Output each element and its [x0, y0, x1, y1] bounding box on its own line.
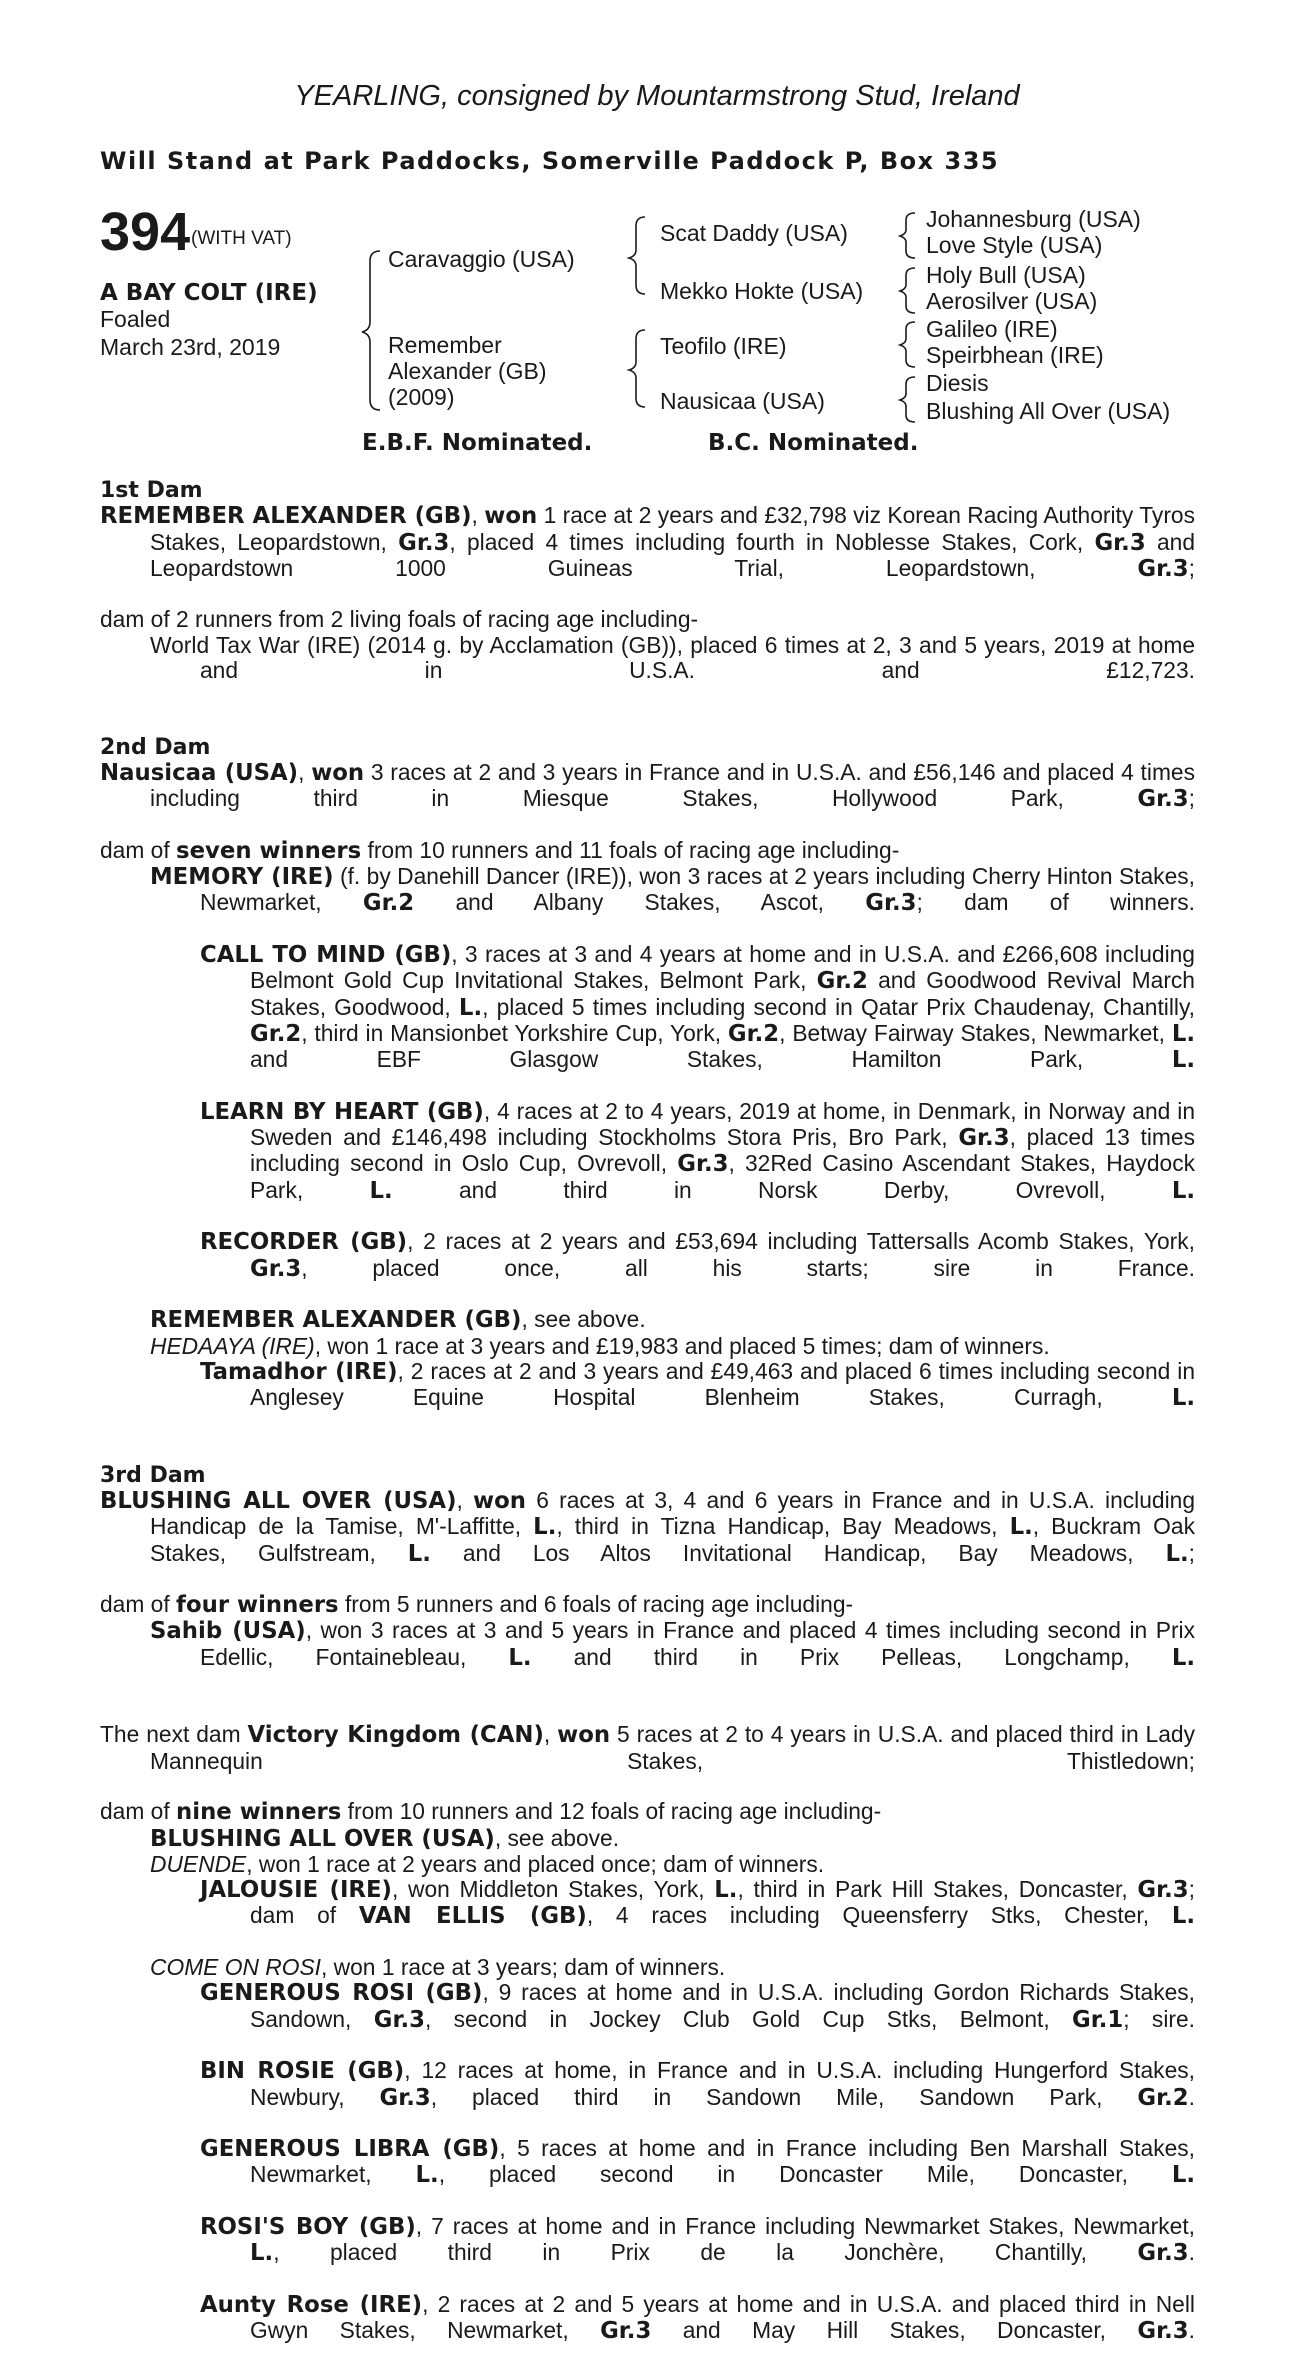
text-run: L. — [458, 994, 483, 1021]
text-run: Gr.2 — [250, 1020, 302, 1047]
bracket-g12 — [900, 213, 915, 258]
text-run: Gr.3 — [379, 2084, 431, 2111]
bracket-g34 — [900, 268, 915, 313]
text-run: Victory Kingdom (CAN) — [247, 1722, 544, 1749]
text-run: from 10 runners and 12 foals of racing age including- — [341, 1798, 882, 1825]
first-dam-produce-summary — [100, 607, 1195, 632]
produce-entry-recorder — [100, 1229, 1195, 1307]
text-run: nine winners — [176, 1799, 342, 1826]
text-run: , 4 races including Queensferry Stks, Chester, — [586, 1902, 1172, 1929]
text-run: four winners — [176, 1592, 339, 1619]
text-run: dam of — [100, 836, 177, 863]
produce-entry-call-to-mind — [100, 942, 1195, 1099]
text-run: L. — [369, 1177, 393, 1204]
text-run: , placed 4 times including fourth in Noblesse Stakes, Cork, — [449, 528, 1095, 555]
bracket-g78 — [900, 377, 915, 422]
first-dam-foal-entry — [100, 633, 1195, 709]
text-run: from 5 runners and 6 foals of racing age including- — [338, 1591, 854, 1618]
text-run: from 10 runners and 11 foals of racing age including- — [361, 836, 900, 863]
produce-entry-remember-alexander — [100, 1307, 1195, 1333]
text-run: , — [456, 1486, 474, 1513]
text-run: , third in Tizna Handicap, Bay Meadows, — [556, 1513, 1010, 1540]
text-run: COME ON ROSI — [150, 1954, 321, 1981]
text-run: ; dam of winners. — [916, 889, 1195, 916]
text-run: JALOUSIE (IRE) — [200, 1877, 392, 1904]
text-run: L. — [1171, 1177, 1196, 1204]
pedigree-sire: Caravaggio (USA) — [388, 246, 575, 272]
text-run: DUENDE — [150, 1850, 247, 1877]
pedigree-dam-line1: Remember — [388, 332, 502, 358]
pedigree-g2: Love Style (USA) — [926, 232, 1103, 258]
text-run: . — [1188, 2239, 1195, 2266]
text-run: L. — [1171, 1385, 1195, 1412]
pedigree-dam-line2: Alexander (GB) — [388, 358, 547, 384]
text-run: ROSI'S BOY (GB) — [200, 2214, 416, 2240]
text-run: World Tax War (IRE) (2014 g. by Acclamation (GB)), placed 6 times at 2, 3 and 5 years, 2019 at home and in U.S.A. and £12,723. — [150, 631, 1195, 684]
text-run: Gr.2 — [362, 890, 415, 917]
pedigree-sire-sire: Scat Daddy (USA) — [660, 220, 848, 246]
pedigree-dam-line3: (2009) — [388, 384, 455, 410]
text-run: L. — [714, 1877, 738, 1904]
text-run: BLUSHING ALL OVER (USA) — [100, 1487, 457, 1514]
text-run: Gr.2 — [1137, 2084, 1189, 2111]
text-run: GENEROUS LIBRA (GB) — [200, 2136, 500, 2163]
text-run: . — [1188, 2083, 1195, 2110]
produce-entry-jalousie — [100, 1877, 1195, 1955]
text-run: Gr.3 — [1137, 786, 1189, 813]
page-title: YEARLING, consigned by Mountarmstrong Stud, Ireland — [294, 80, 1020, 112]
text-run: MEMORY (IRE) — [150, 864, 334, 891]
pedigree-g7: Diesis — [926, 370, 989, 396]
produce-entry-generous-rosi — [100, 1980, 1195, 2058]
text-run: and Leopardstown 1000 Guineas Trial, Leopardstown, — [150, 528, 1196, 581]
text-run: 1 race at 2 years and £32,798 viz Korean Racing Authority Tyros Stakes, Leopardstown, — [150, 502, 1195, 555]
text-run: L. — [407, 1540, 431, 1567]
text-run: Gr.3 — [1137, 555, 1189, 582]
text-run: 3 races at 2 and 3 years in France and in U.S.A. and £56,146 and placed 4 times including third in Miesque Stakes, Hollywood Park, — [150, 758, 1196, 812]
text-run: , 4 races at 2 to 4 years, 2019 at home, in Denmark, in Norway and in Sweden and £146,498 including Stockholms Stora Pris, Bro Park, — [250, 1097, 1195, 1151]
text-run: , 12 races at home, in France and in U.S.A. including Hungerford Stakes, Newbury, — [250, 2057, 1195, 2110]
text-run: and May Hill Stakes, Doncaster, — [651, 2317, 1138, 2344]
text-run: , — [298, 758, 312, 785]
pedigree-sire-dam: Mekko Hokte (USA) — [660, 278, 864, 304]
pedigree-g8: Blushing All Over (USA) — [926, 398, 1171, 424]
first-dam-record — [100, 503, 1195, 607]
text-run: and Albany Stakes, Ascot, — [414, 889, 866, 916]
text-run: GENEROUS ROSI (GB) — [200, 1980, 483, 2007]
text-run: L. — [1009, 1514, 1033, 1541]
text-run: L. — [1171, 1644, 1195, 1671]
text-run: ; — [1188, 1539, 1195, 1566]
produce-entry-sahib — [100, 1618, 1195, 1696]
pedigree-dam-sire: Teofilo (IRE) — [660, 333, 787, 359]
section-heading-3rd-dam: 3rd Dam — [100, 1462, 206, 1488]
bracket-main — [362, 251, 380, 410]
bracket-dam — [629, 330, 645, 407]
produce-entry-come-on-rosi — [100, 1955, 1195, 1980]
text-run: 5 races at 2 to 4 years in U.S.A. and placed third in Lady Mannequin Stakes, Thistledown; — [150, 1721, 1195, 1774]
text-run: , won 1 race at 3 years and £19,983 and placed 5 times; dam of winners. — [314, 1332, 1050, 1359]
text-run: and Los Altos Invitational Handicap, Bay Meadows, — [430, 1539, 1166, 1566]
text-run: , Buckram Oak Stakes, Gulfstream, — [150, 1513, 1195, 1566]
text-run: won — [557, 1722, 611, 1749]
text-run: ; dam of — [250, 1876, 1195, 1929]
text-run: Aunty Rose (IRE) — [200, 2291, 423, 2318]
next-dam-produce-summary — [100, 1799, 1195, 1825]
text-run: , won Middleton Stakes, York, — [391, 1876, 715, 1903]
text-run: ; — [1188, 785, 1195, 812]
text-run: ; sire. — [1123, 2005, 1195, 2032]
text-run: RECORDER (GB) — [200, 1229, 408, 1256]
text-run: Gr.3 — [1094, 529, 1146, 556]
text-run: won — [484, 503, 538, 530]
text-run: won — [473, 1487, 526, 1514]
produce-entry-hedaaya — [100, 1334, 1195, 1359]
text-run: L. — [1171, 1020, 1195, 1047]
produce-entry-aunty-rose — [100, 2292, 1195, 2370]
text-run: dam of 2 runners from 2 living foals of racing age including- — [100, 606, 699, 633]
text-run: , 2 races at 2 years and £53,694 including Tattersalls Acomb Stakes, York, — [407, 1228, 1195, 1255]
text-run: , 2 races at 2 and 3 years and £49,463 and placed 6 times including second in Anglesey Equine Hospital Blenheim Stakes, Curragh, — [250, 1357, 1195, 1411]
foaled-date: March 23rd, 2019 — [100, 334, 281, 360]
third-dam-record — [100, 1488, 1195, 1592]
vat-note: (WITH VAT) — [191, 228, 292, 249]
pedigree-g4: Aerosilver (USA) — [926, 288, 1098, 314]
text-run: REMEMBER ALEXANDER (GB) — [150, 1307, 522, 1334]
text-run: won — [311, 759, 365, 786]
text-run: , second in Jockey Club Gold Cup Stks, Belmont, — [424, 2005, 1073, 2032]
text-run: , placed third in Prix de la Jonchère, Chantilly, — [273, 2239, 1138, 2266]
text-run: , 2 races at 2 and 5 years at home and in U.S.A. and placed third in Nell Gwyn Stakes, Newmarket, — [250, 2290, 1195, 2344]
text-run: , Betway Fairway Stakes, Newmarket, — [779, 1019, 1172, 1046]
second-dam-record — [100, 760, 1195, 838]
text-run: Gr.3 — [373, 2006, 425, 2033]
produce-record — [100, 478, 1195, 2370]
text-run: L. — [1165, 1540, 1189, 1567]
text-run: Gr.3 — [865, 890, 917, 917]
text-run: (f. by Danehill Dancer (IRE)), won 3 races at 2 years including Cherry Hinton Stakes, Newmarket, — [200, 863, 1195, 916]
text-run: Gr.3 — [398, 529, 450, 556]
pedigree-dam-dam: Nausicaa (USA) — [660, 388, 825, 414]
text-run: L. — [533, 1514, 557, 1541]
text-run: L. — [1171, 2162, 1195, 2189]
text-run: L. — [415, 2162, 439, 2189]
text-run: 6 races at 3, 4 and 6 years in France and in U.S.A. including Handicap de la Tamise, M'-Laffitte, — [150, 1486, 1196, 1540]
text-run: Sahib (USA) — [150, 1618, 306, 1645]
produce-entry-blushing-all-over — [100, 1826, 1195, 1852]
text-run: L. — [508, 1644, 532, 1671]
text-run: , see above. — [521, 1306, 646, 1333]
produce-entry-duende — [100, 1852, 1195, 1877]
text-run: Gr.3 — [958, 1125, 1010, 1152]
text-run: , placed second in Doncaster Mile, Doncaster, — [438, 2161, 1172, 2188]
text-run: L. — [1171, 1903, 1195, 1930]
text-run: and Goodwood Revival March Stakes, Goodwood, — [250, 967, 1195, 1020]
text-run: CALL TO MIND (GB) — [200, 942, 452, 969]
produce-entry-memory — [100, 864, 1195, 942]
text-run: , 3 races at 3 and 4 years at home and in U.S.A. and £266,608 including Belmont Gold Cup Invitational Stakes, Belmont Park, — [250, 941, 1195, 994]
text-run: VAN ELLIS (GB) — [358, 1903, 587, 1930]
text-run: REMEMBER ALEXANDER (GB) — [100, 503, 472, 530]
text-run: Gr.2 — [727, 1020, 780, 1047]
text-run: Gr.3 — [1137, 1877, 1189, 1904]
text-run: , 9 races at home and in U.S.A. including Gordon Richards Stakes, Sandown, — [250, 1979, 1196, 2032]
produce-entry-learn-by-heart — [100, 1099, 1195, 1229]
text-run: Gr.3 — [250, 1255, 302, 1282]
text-run: , won 3 races at 3 and 5 years in France and placed 4 times including second in Prix Edellic, Fontainebleau, — [200, 1617, 1195, 1670]
text-run: . — [1188, 2317, 1195, 2344]
text-run: , placed 13 times including second in Oslo Cup, Ovrevoll, — [250, 1124, 1195, 1177]
text-run: HEDAAYA (IRE) — [150, 1332, 315, 1359]
text-run: seven winners — [176, 837, 362, 864]
bc-nomination: B.C. Nominated. — [708, 430, 919, 456]
text-run: LEARN BY HEART (GB) — [200, 1098, 484, 1125]
pedigree-g6: Speirbhean (IRE) — [926, 342, 1104, 368]
stand-location: Will Stand at Park Paddocks, Somerville Paddock P, Box 335 — [100, 147, 1000, 175]
text-run: , placed once, all his starts; sire in France. — [301, 1254, 1195, 1281]
text-run: , 7 races at home and in France including Newmarket Stakes, Newmarket, — [415, 2213, 1196, 2239]
produce-entry-rosis-boy — [100, 2214, 1195, 2292]
text-run: Gr.3 — [677, 1151, 729, 1178]
pedigree-g1: Johannesburg (USA) — [926, 206, 1141, 232]
text-run: Gr.3 — [600, 2318, 652, 2345]
text-run: ; — [1188, 554, 1195, 581]
text-run: dam of — [100, 1591, 177, 1618]
text-run: BLUSHING ALL OVER (USA) — [150, 1825, 495, 1852]
lot-number: 394 — [100, 202, 191, 262]
text-run: , third in Park Hill Stakes, Doncaster, — [737, 1876, 1138, 1903]
bracket-g56 — [900, 322, 915, 367]
second-dam-produce-summary — [100, 838, 1195, 864]
text-run: , third in Mansionbet Yorkshire Cup, York, — [301, 1019, 728, 1046]
pedigree-g5: Galileo (IRE) — [926, 316, 1058, 342]
text-run: , 5 races at home and in France including Ben Marshall Stakes, Newmarket, — [250, 2135, 1195, 2188]
produce-entry-bin-rosie — [100, 2058, 1195, 2136]
text-run: , see above. — [494, 1824, 620, 1851]
text-run: , 32Red Casino Ascendant Stakes, Haydock Park, — [250, 1150, 1195, 1203]
produce-entry-generous-libra — [100, 2136, 1195, 2214]
third-dam-produce-summary — [100, 1592, 1195, 1618]
text-run: and third in Prix Pelleas, Longchamp, — [531, 1643, 1172, 1670]
text-run: L. — [1171, 1047, 1195, 1074]
text-run: , — [543, 1721, 558, 1748]
section-heading-1st-dam: 1st Dam — [100, 478, 203, 503]
lot-description: A BAY COLT (IRE) — [100, 280, 318, 306]
text-run: , placed 5 times including second in Qatar Prix Chaudenay, Chantilly, — [482, 993, 1196, 1020]
text-run: , won 1 race at 2 years and placed once; dam of winners. — [246, 1850, 825, 1877]
produce-entry-tamadhor — [100, 1359, 1195, 1437]
pedigree-g3: Holy Bull (USA) — [926, 262, 1086, 288]
text-run: Gr.1 — [1072, 2006, 1124, 2033]
text-run: L. — [250, 2240, 274, 2267]
text-run: , — [471, 502, 485, 529]
next-dam-record — [100, 1722, 1195, 1799]
text-run: Gr.3 — [1137, 2318, 1189, 2345]
text-run: Gr.3 — [1137, 2240, 1189, 2267]
text-run: Gr.2 — [816, 968, 868, 995]
text-run: The next dam — [100, 1721, 248, 1748]
text-run: dam of — [100, 1798, 177, 1825]
text-run: , won 1 race at 3 years; dam of winners. — [321, 1954, 726, 1981]
text-run: and third in Norsk Derby, Ovrevoll, — [392, 1176, 1172, 1203]
ebf-nomination: E.B.F. Nominated. — [362, 430, 593, 456]
foaled-label: Foaled — [100, 306, 171, 332]
text-run: , placed third in Sandown Mile, Sandown Park, — [430, 2083, 1138, 2110]
text-run: BIN ROSIE (GB) — [200, 2058, 405, 2085]
section-heading-2nd-dam: 2nd Dam — [100, 734, 211, 760]
text-run: and EBF Glasgow Stakes, Hamilton Park, — [250, 1046, 1172, 1073]
bracket-sire — [629, 217, 645, 294]
text-run: Nausicaa (USA) — [100, 759, 299, 786]
text-run: Tamadhor (IRE) — [200, 1358, 398, 1385]
